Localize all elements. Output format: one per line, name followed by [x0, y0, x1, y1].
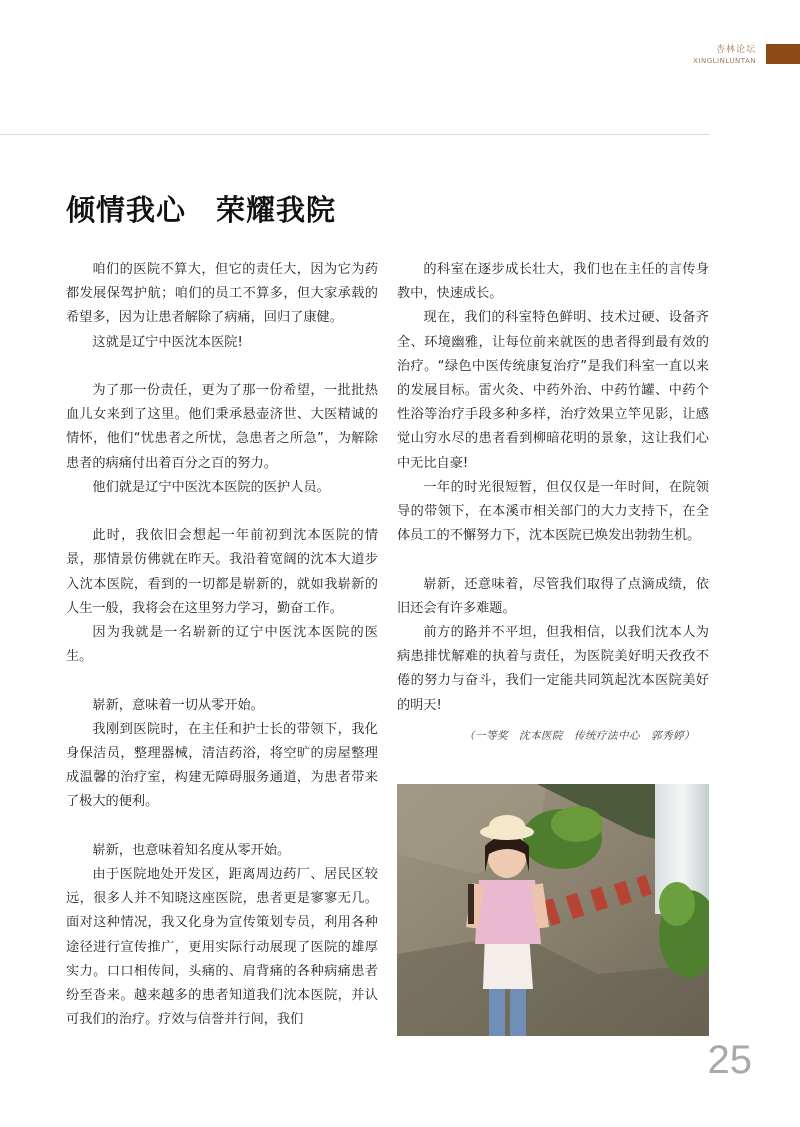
paragraph: 崭新，意味着一切从零开始。	[92, 697, 264, 713]
paragraph: 为了那一份责任，更为了那一份希望，一批批热血儿女来到了这里。他们秉承悬壶济世、大医精诚的情怀，他们“忧患者之所忧，急患者之所急”，为解除患者的病痛付出着百分之百的努力。	[66, 383, 378, 471]
paragraph: 此时，我依旧会想起一年前初到沈本医院的情景，那情景仿佛就在昨天。我沿着宽阔的沈本大道步入沈本医院，看到的一切都是崭新的，就如我崭新的人生一般，我将会在这里努力学习，勤奋工作。	[66, 528, 378, 616]
article-photo	[397, 784, 709, 1036]
running-header	[693, 44, 756, 66]
paragraph: 崭新，还意味着，尽管我们取得了点滴成绩，依旧还会有许多难题。	[397, 576, 709, 616]
section-title: 杏林论坛	[715, 45, 756, 55]
paragraph: 这就是辽宁中医沈本医院!	[92, 334, 243, 350]
paragraph: 咱们的医院不算大，但它的责任大，因为它为药都发展保驾护航；咱们的员工不算多，但大家承载的希望多，因为让患者解除了病痛，回归了康健。	[66, 262, 378, 326]
paragraph: 一年的时光很短暂，但仅仅是一年时间，在院领导的带领下，在本溪市相关部门的大力支持下，在全体员工的不懈努力下，沈本医院已焕发出勃勃生机。	[397, 479, 709, 544]
paragraph: 前方的路并不平坦，但我相信，以我们沈本人为病患排忧解难的执着与责任，为医院美好明天孜孜不倦的努力与奋斗，我们一定能共同筑起沈本医院美好的明天!	[397, 625, 709, 713]
paragraph-spacer	[66, 355, 378, 379]
paragraph: 崭新，也意味着知名度从零开始。	[92, 842, 291, 858]
paragraph: 现在，我们的科室特色鲜明、技术过硬、设备齐全、环境幽雅，让每位前来就医的患者得到最有效的治疗。“绿色中医传统康复治疗”是我们科室一直以来的发展目标。雷火灸、中药外治、中药竹罐、中药个性浴等治疗手段多种多样，治疗效果立竿见影，让感觉山穷水尽的患者看到柳暗花明的景象，这让我们心中无比自豪!	[397, 310, 709, 471]
paragraph-spacer	[66, 815, 378, 839]
article-title: 倾情我心 荣耀我院	[66, 193, 337, 227]
header-color-bar	[766, 44, 800, 64]
paragraph: 的科室在逐步成长壮大，我们也在主任的言传身教中，快速成长。	[397, 262, 709, 302]
section-subtitle: XINGLINLUNTAN	[693, 57, 756, 65]
article-column-right-body	[397, 258, 709, 718]
page-number: 25	[707, 1038, 752, 1082]
paragraph-spacer	[66, 500, 378, 524]
paragraph: 我刚到医院时，在主任和护士长的带领下，我化身保洁员，整理器械，清洁药浴，将空旷的房屋整理成温馨的治疗室，构建无障碍服务通道，为患者带来了极大的便利。	[66, 721, 378, 810]
article-byline: （一等奖 沈本医院 传统疗法中心 郭秀婷）	[464, 729, 695, 742]
paragraph-spacer	[66, 669, 378, 693]
header-divider	[0, 134, 710, 135]
article-column-right	[397, 258, 709, 748]
article-column-left	[66, 258, 378, 1032]
paragraph: 由于医院地处开发区，距离周边药厂、居民区较远，很多人并不知晓这座医院，患者更是寥寥无几。面对这种情况，我又化身为宣传策划专员，利用各种途径进行宣传推广，更用实际行动展现了医院的雄厚实力。口口相传间，头痛的、肩背痛的各种病痛患者纷至沓来。越来越多的患者知道我们沈本医院，并认可我们的治疗。疗效与信誉并行间，我们	[66, 867, 378, 1028]
paragraph: 因为我就是一名崭新的辽宁中医沈本医院的医生。	[66, 625, 378, 665]
paragraph-spacer	[397, 548, 709, 572]
paragraph: 他们就是辽宁中医沈本医院的医护人员。	[92, 479, 330, 495]
